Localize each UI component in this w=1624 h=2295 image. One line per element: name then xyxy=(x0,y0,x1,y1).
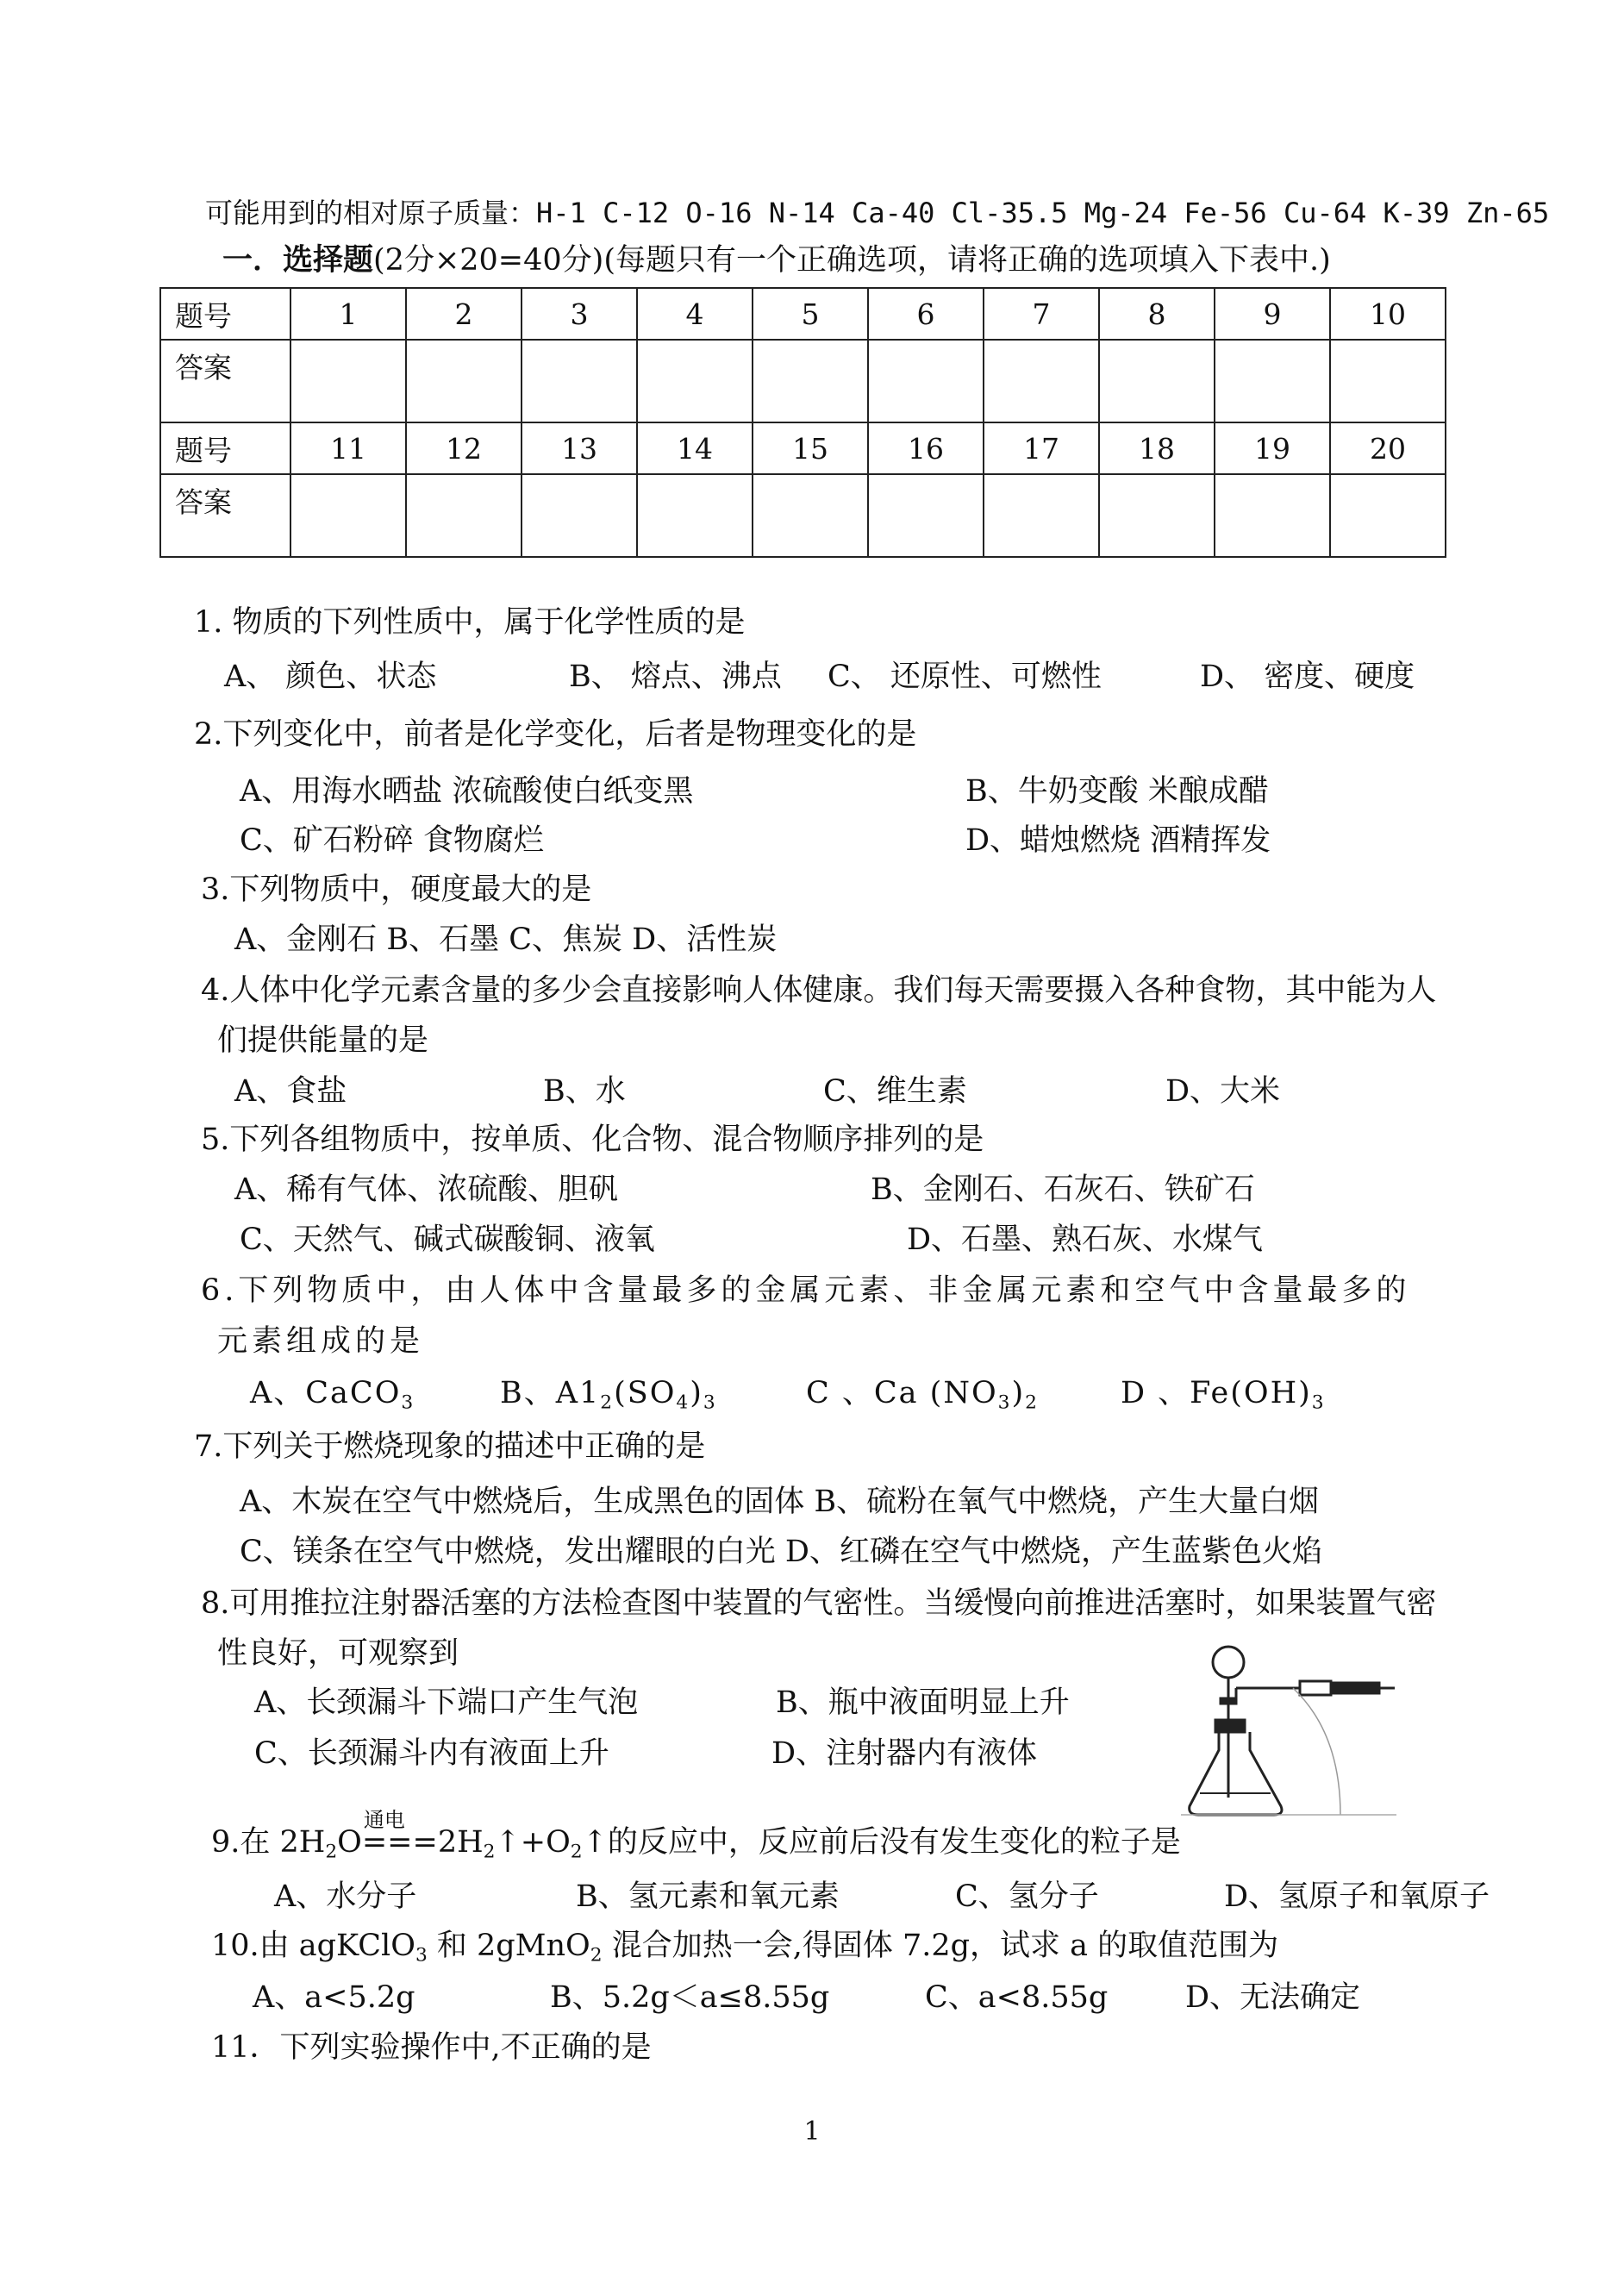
answer-cell[interactable] xyxy=(290,474,406,557)
q5-option-b: B、金刚石、石灰石、铁矿石 xyxy=(871,1173,1255,1207)
question-8-stem-cont: 性良好，可观察到 xyxy=(217,1636,459,1671)
answer-cell[interactable] xyxy=(984,474,1099,557)
q2-option-b: B、牛奶变酸 米酿成醋 xyxy=(965,774,1269,809)
question-number-cell: 14 xyxy=(637,422,753,474)
q10-option-c: C、a<8.55g xyxy=(925,1980,1109,2015)
question-number-label: 题号 xyxy=(160,288,290,340)
answer-cell[interactable] xyxy=(1099,340,1215,422)
q4-option-a: A、食盐 xyxy=(234,1074,347,1109)
q6-option-c: C 、Ca $(NO_3)_2$ xyxy=(806,1376,1039,1414)
question-number-cell: 16 xyxy=(868,422,984,474)
question-7-stem: 7.下列关于燃烧现象的描述中正确的是 xyxy=(194,1429,706,1464)
question-number-cell: 11 xyxy=(290,422,406,474)
q2-option-a: A、用海水晒盐 浓硫酸使白纸变黑 xyxy=(240,774,694,809)
q9-option-b: B、氢元素和氧元素 xyxy=(576,1879,840,1914)
q3-options: A、金刚石 B、石墨 C、焦炭 D、活性炭 xyxy=(234,922,778,957)
q6-option-d: D 、$Fe(OH)_3$ xyxy=(1121,1376,1326,1414)
q8-option-c: C、长颈漏斗内有液面上升 xyxy=(254,1736,609,1771)
answer-cell[interactable] xyxy=(868,340,984,422)
q1-option-a: A、 颜色、状态 xyxy=(224,660,437,694)
question-2-stem: 2.下列变化中，前者是化学变化，后者是物理变化的是 xyxy=(194,717,917,752)
q5-option-d: D、石墨、熟石灰、水煤气 xyxy=(907,1223,1264,1257)
answer-cell[interactable] xyxy=(1215,474,1330,557)
q6-option-a: A、CaCO$_3$ xyxy=(250,1376,415,1414)
answer-cell[interactable] xyxy=(1330,340,1446,422)
table-row xyxy=(160,474,1446,557)
answer-label: 答案 xyxy=(160,474,290,557)
q9-option-d: D、氢原子和氧原子 xyxy=(1224,1879,1490,1914)
question-number-cell: 13 xyxy=(522,422,637,474)
question-9-stem: 9.在 $2H_2O$ 通电 $===2H_2↑+O_2↑$的反应中，反应前后没有发生变化的粒子是 xyxy=(211,1808,1181,1863)
answer-cell[interactable] xyxy=(290,340,406,422)
q8-option-a: A、长颈漏斗下端口产生气泡 xyxy=(254,1685,639,1720)
answer-cell[interactable] xyxy=(1330,474,1446,557)
section-heading xyxy=(222,241,1331,279)
q1-option-c: C、 还原性、可燃性 xyxy=(828,660,1102,694)
q8-option-b: B、瓶中液面明显上升 xyxy=(776,1685,1070,1720)
q10-option-d: D、无法确定 xyxy=(1185,1980,1361,2015)
answer-cell[interactable] xyxy=(522,340,637,422)
gas-tightness-apparatus-figure xyxy=(1181,1638,1396,1819)
answer-cell[interactable] xyxy=(406,474,522,557)
question-3-stem: 3.下列物质中，硬度最大的是 xyxy=(201,872,592,907)
q4-option-c: C、维生素 xyxy=(823,1074,967,1109)
q8-option-d: D、注射器内有液体 xyxy=(771,1736,1038,1771)
question-number-cell: 4 xyxy=(637,288,753,340)
section-title: 一．选择题 xyxy=(222,242,374,278)
q2-option-d: D、蜡烛燃烧 酒精挥发 xyxy=(965,823,1271,858)
question-number-cell: 15 xyxy=(753,422,868,474)
question-number-cell: 20 xyxy=(1330,422,1446,474)
question-number-cell: 18 xyxy=(1099,422,1215,474)
answer-cell[interactable] xyxy=(1215,340,1330,422)
page-number: 1 xyxy=(803,2117,821,2147)
question-1-stem: 1. 物质的下列性质中，属于化学性质的是 xyxy=(194,605,746,640)
atomic-mass-line xyxy=(205,194,1549,232)
question-10-stem: 10.由 agKClO$_3$ 和 2gMnO$_2$ 混合加热一会,得固体 7.2g，试求 a 的取值范围为 xyxy=(211,1929,1279,1967)
q9-option-c: C、氢分子 xyxy=(955,1879,1099,1914)
table-row xyxy=(160,288,1446,340)
funnel-bulb xyxy=(1213,1647,1244,1678)
question-6-stem-cont: 元素组成的是 xyxy=(217,1324,425,1359)
question-number-cell: 10 xyxy=(1330,288,1446,340)
question-8-stem: 8.可用推拉注射器活塞的方法检查图中装置的气密性。当缓慢向前推进活塞时，如果装置气密 xyxy=(201,1586,1437,1621)
question-6-stem: 6.下列物质中，由人体中含量最多的金属元素、非金属元素和空气中含量最多的 xyxy=(201,1273,1411,1308)
atomic-mass-text: 可能用到的相对原子质量：H-1 C-12 O-16 N-14 Ca-40 Cl-35.5 Mg-24 Fe-56 Cu-64 K-39 Zn-65 xyxy=(205,197,1550,229)
q7-options-ab: A、木炭在空气中燃烧后，生成黑色的固体 B、硫粉在氧气中燃烧，产生大量白烟 xyxy=(240,1485,1320,1519)
q10-option-a: A、a<5.2g xyxy=(253,1980,415,2015)
table-row xyxy=(160,422,1446,474)
reaction-condition: 通电 === xyxy=(361,1808,438,1860)
answer-cell[interactable] xyxy=(984,340,1099,422)
q2-option-c: C、矿石粉碎 食物腐烂 xyxy=(240,823,544,858)
question-number-cell: 5 xyxy=(753,288,868,340)
answer-cell[interactable] xyxy=(637,474,753,557)
question-number-cell: 12 xyxy=(406,422,522,474)
q6-option-b: B、$A1_2(SO_4)_3$ xyxy=(500,1376,717,1414)
q5-option-c: C、天然气、碱式碳酸铜、液氧 xyxy=(240,1223,655,1257)
question-number-cell: 2 xyxy=(406,288,522,340)
q9-option-a: A、水分子 xyxy=(274,1879,417,1914)
question-number-cell: 6 xyxy=(868,288,984,340)
answer-table xyxy=(159,287,1446,558)
question-4-stem: 4.人体中化学元素含量的多少会直接影响人体健康。我们每天需要摄入各种食物，其中能为人 xyxy=(201,973,1437,1008)
question-number-cell: 8 xyxy=(1099,288,1215,340)
q4-option-b: B、水 xyxy=(543,1074,626,1109)
answer-cell[interactable] xyxy=(1099,474,1215,557)
answer-cell[interactable] xyxy=(753,474,868,557)
question-number-cell: 1 xyxy=(290,288,406,340)
q10-option-b: B、5.2g＜a≤8.55g xyxy=(550,1980,830,2015)
answer-cell[interactable] xyxy=(637,340,753,422)
question-11-stem: 11．下列实验操作中,不正确的是 xyxy=(211,2030,652,2065)
answer-cell[interactable] xyxy=(522,474,637,557)
question-4-stem-cont: 们提供能量的是 xyxy=(217,1023,429,1058)
q1-option-d: D、 密度、硬度 xyxy=(1200,660,1415,694)
q4-option-d: D、大米 xyxy=(1165,1074,1281,1109)
question-number-cell: 19 xyxy=(1215,422,1330,474)
table-row xyxy=(160,340,1446,422)
q1-option-b: B、 熔点、沸点 xyxy=(569,660,782,694)
answer-cell[interactable] xyxy=(406,340,522,422)
q5-option-a: A、稀有气体、浓硫酸、胆矾 xyxy=(234,1173,619,1207)
question-number-cell: 7 xyxy=(984,288,1099,340)
question-number-cell: 9 xyxy=(1215,288,1330,340)
question-number-cell: 17 xyxy=(984,422,1099,474)
question-number-label: 题号 xyxy=(160,422,290,474)
answer-cell[interactable] xyxy=(868,474,984,557)
question-number-cell: 3 xyxy=(522,288,637,340)
answer-label: 答案 xyxy=(160,340,290,422)
answer-cell[interactable] xyxy=(753,340,868,422)
question-5-stem: 5.下列各组物质中，按单质、化合物、混合物顺序排列的是 xyxy=(201,1122,984,1157)
q7-options-cd: C、镁条在空气中燃烧，发出耀眼的白光 D、红磷在空气中燃烧，产生蓝紫色火焰 xyxy=(240,1535,1322,1569)
section-score: (2分×20=40分)(每题只有一个正确选项，请将正确的选项填入下表中.) xyxy=(373,243,1331,278)
